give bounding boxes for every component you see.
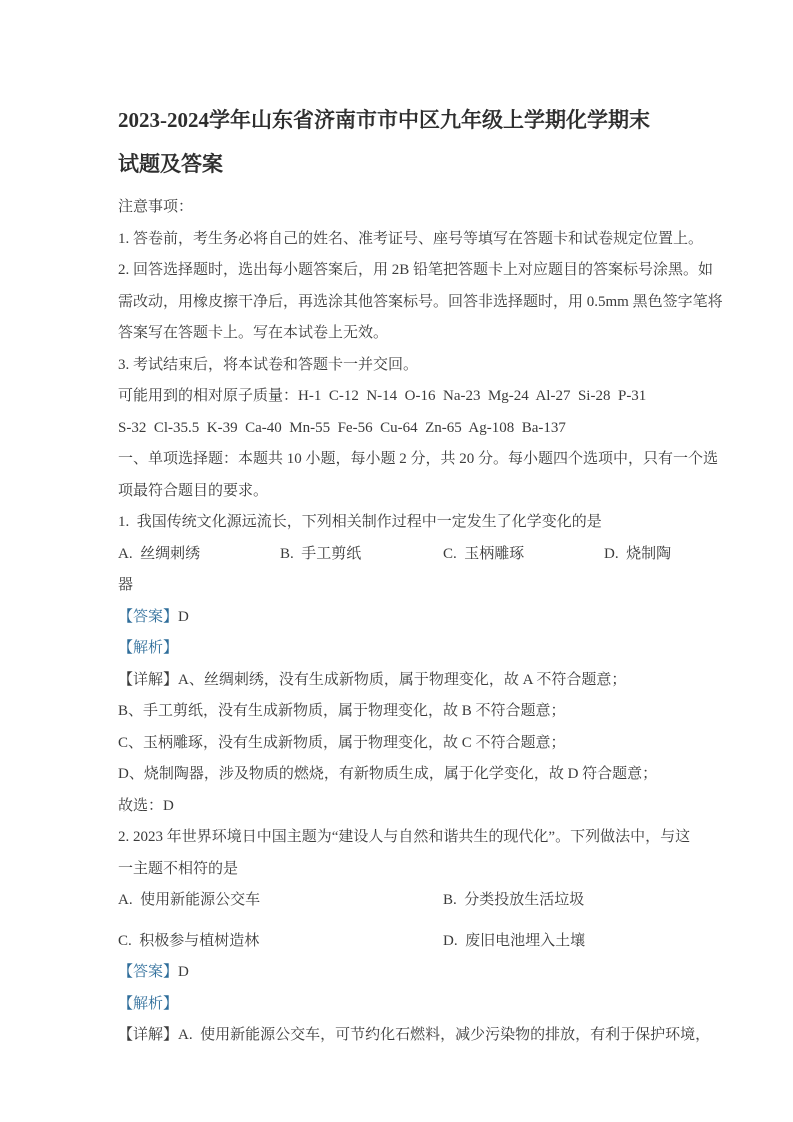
- question-2-analysis-line: [118, 989, 743, 1021]
- atomic-masses-line1: 可能用到的相对原子质量：H-1 C-12 N-14 O-16 Na-23 Mg-24 Al-27 Si-28 P-31: [118, 388, 647, 404]
- section1-heading-line2: 项最符合题目的要求。: [118, 482, 269, 499]
- question-2-option-b: B. 分类投放生活垃圾: [443, 892, 585, 908]
- question-2-option-c: C. 积极参与植树造林: [118, 932, 260, 949]
- question-2-stem-line1: 2. 2023 年世界环境日中国主题为“建设人与自然和谐共生的现代化”。下列做法中，与这: [118, 829, 691, 845]
- notice-item-1: 1. 答卷前，考生务必将自己的姓名、准考证号、座号等填写在答题卡和试卷规定位置上。: [118, 230, 704, 247]
- question-1-detail-line1: 【详解】A、丝绸刺绣，没有生成新物质，属于物理变化，故 A 不符合题意；: [118, 671, 627, 688]
- question-1-option-b: B. 手工剪纸: [280, 545, 362, 562]
- question-1-option-d-overflow: 器: [118, 577, 134, 593]
- question-2-options-row-2: [118, 926, 743, 958]
- question-1-detail-line4: D、烧制陶器，涉及物质的燃烧，有新物质生成，属于化学变化，故 D 符合题意；: [118, 766, 658, 782]
- question-1-options-row: [118, 539, 743, 571]
- question-2-options-row-1: [118, 885, 743, 917]
- question-1-detail-line3: C、玉柄雕琢，没有生成新物质，属于物理变化，故 C 不符合题意；: [118, 734, 566, 751]
- question-1-answer-value: D: [178, 608, 189, 625]
- question-1-analysis-line: [118, 633, 743, 665]
- notice-heading: 注意事项：: [118, 199, 194, 215]
- question-2-option-d: D. 废旧电池埋入土壤: [443, 932, 586, 949]
- document-title-line2: 试题及答案: [118, 152, 223, 176]
- question-1-stem: 1. 我国传统文化源远流长，下列相关制作过程中一定发生了化学变化的是: [118, 514, 602, 530]
- notice-item-3: 3. 考试结束后，将本试卷和答题卡一并交回。: [118, 356, 419, 373]
- question-2-detail-line1: 【详解】A. 使用新能源公交车，可节约化石燃料，减少污染物的排放，有利于保护环境，: [118, 1027, 711, 1043]
- question-2-stem-line2: 一主题不相符的是: [118, 860, 239, 877]
- question-2-answer-line: [118, 957, 743, 989]
- question-1-option-c: C. 玉柄雕琢: [443, 545, 525, 562]
- notice-item-2-line2: 需改动，用橡皮擦干净后，再选涂其他答案标号。回答非选择题时，用 0.5mm 黑色签字笔将: [118, 293, 723, 310]
- question-1-analysis-label: 【解析】: [118, 640, 179, 656]
- question-1-answer-label: 【答案】: [118, 608, 179, 625]
- question-2-option-a: A. 使用新能源公交车: [118, 892, 261, 908]
- atomic-masses-line2: S-32 Cl-35.5 K-39 Ca-40 Mn-55 Fe-56 Cu-64 Zn-65 Ag-108 Ba-137: [118, 419, 566, 436]
- document-title: [118, 98, 743, 186]
- question-2-answer-value: D: [178, 964, 189, 980]
- question-2-analysis-label: 【解析】: [118, 995, 179, 1012]
- question-1-option-a: A. 丝绸刺绣: [118, 545, 201, 562]
- notice-item-2-line1: 2. 回答选择题时，选出每小题答案后，用 2B 铅笔把答题卡上对应题目的答案标号涂黑。如: [118, 262, 714, 278]
- question-2-answer-label: 【答案】: [118, 964, 179, 980]
- section1-heading-line1: 一、单项选择题：本题共 10 小题，每小题 2 分，共 20 分。每小题四个选项中，只有一个选: [118, 451, 719, 467]
- question-1-detail-line2: B、手工剪纸，没有生成新物质，属于物理变化，故 B 不符合题意；: [118, 703, 566, 719]
- notice-item-2-line3: 答案写在答题卡上。写在本试卷上无效。: [118, 325, 389, 341]
- question-1-answer-line: [118, 602, 743, 634]
- question-1-detail-line5: 故选：D: [118, 797, 174, 814]
- question-1-option-d: D. 烧制陶: [604, 545, 672, 562]
- document-title-line1: 2023-2024学年山东省济南市市中区九年级上学期化学期末: [118, 108, 650, 132]
